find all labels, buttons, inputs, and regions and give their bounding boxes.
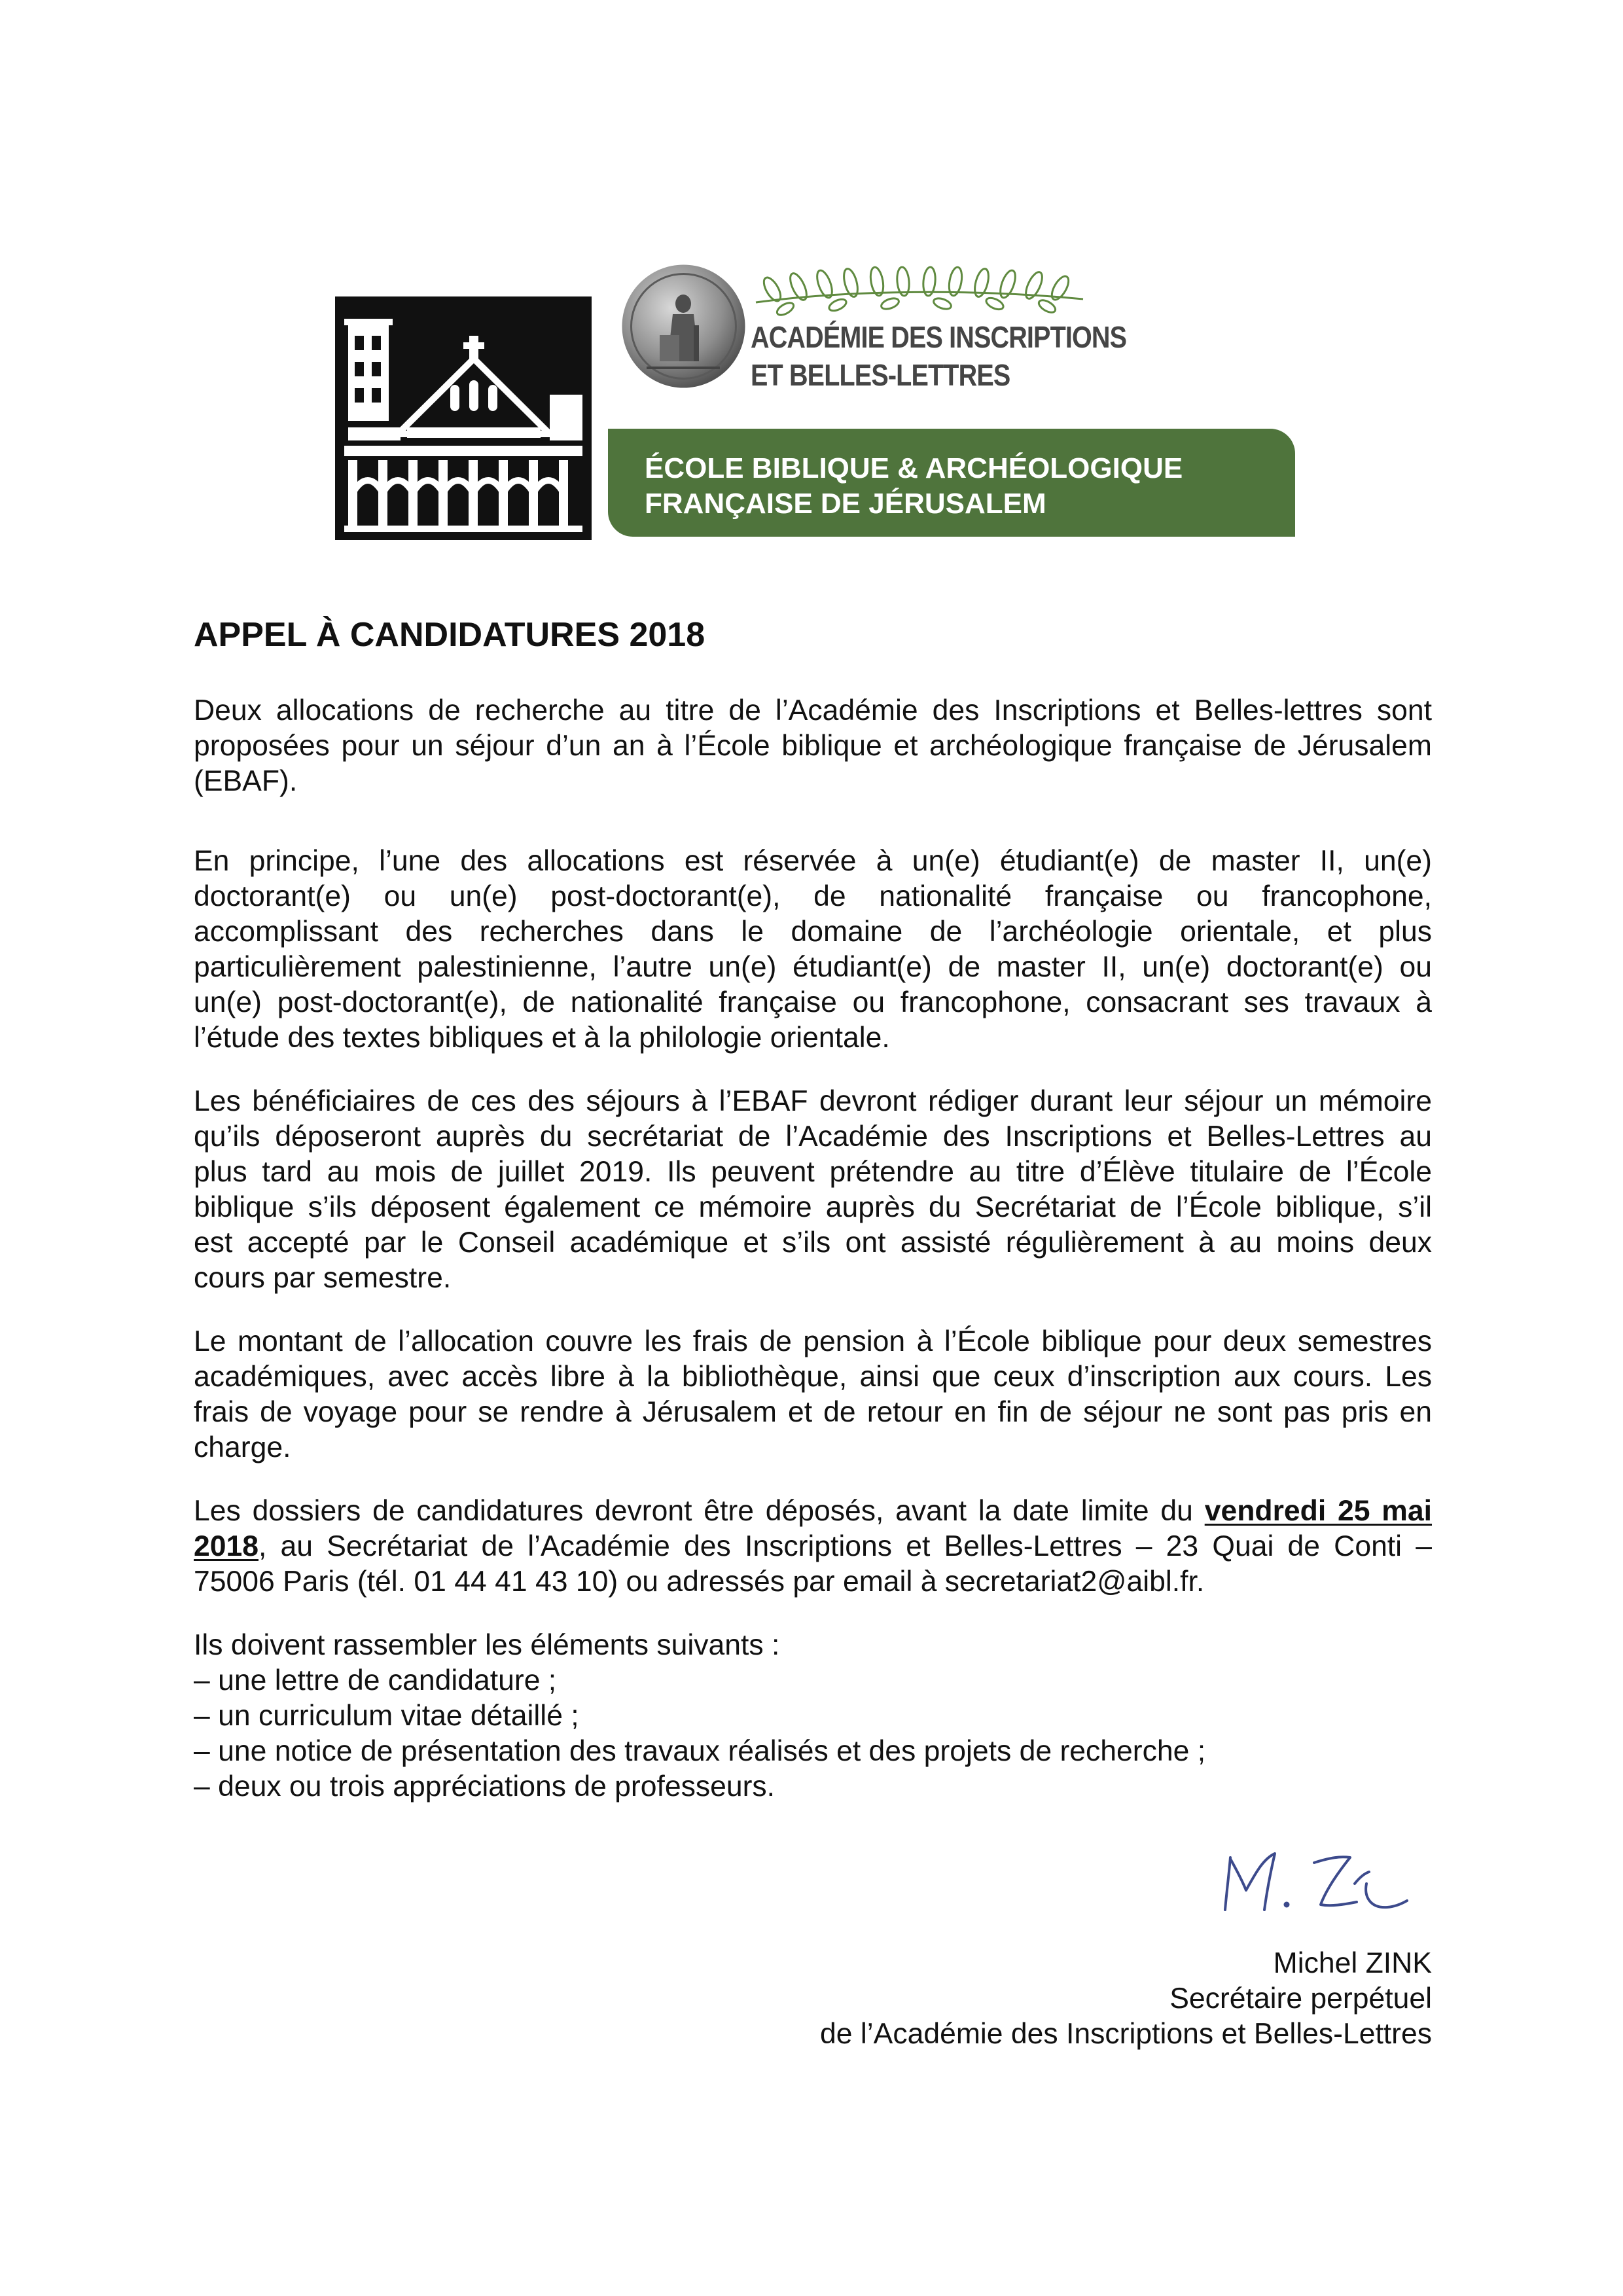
school-banner bbox=[608, 429, 1295, 537]
deadline-intro-text: Les dossiers de candidatures devront être déposés, avant la date limite du bbox=[194, 1495, 1205, 1527]
paragraph-5-line bbox=[194, 1529, 1432, 1564]
paragraph-4-line: académiques, avec accès libre à la bibliothèque, ainsi que ceux d’inscription aux cours. Les bbox=[194, 1361, 1432, 1393]
academy-logo-line-1: ACADÉMIE DES INSCRIPTIONS bbox=[751, 320, 1127, 354]
paragraph-2-line: En principe, l’une des allocations est réservée à un(e) étudiant(e) de master II, un(e) bbox=[194, 845, 1432, 877]
list-item: – une notice de présentation des travaux réalisés et des projets de recherche ; bbox=[194, 1735, 1206, 1767]
paragraph-5-line: 75006 Paris (tél. 01 44 41 43 10) ou adressés par email à secretariat2@aibl.fr. bbox=[194, 1566, 1205, 1598]
laurel-branch-icon bbox=[753, 263, 1086, 317]
paragraph-4-line: frais de voyage pour se rendre à Jérusalem et de retour en fin de séjour ne sont pas pris en bbox=[194, 1396, 1432, 1428]
paragraph-2-line: accomplissant des recherches dans le domaine de l’archéologie orientale, et plus bbox=[194, 916, 1432, 948]
academy-logo-line-2: ET BELLES-LETTRES bbox=[751, 358, 1010, 392]
paragraph-4-line: Le montant de l’allocation couvre les frais de pension à l’École biblique pour deux semestres bbox=[194, 1325, 1432, 1357]
paragraph-1-line: Deux allocations de recherche au titre de l’Académie des Inscriptions et Belles-lettres sont bbox=[194, 694, 1432, 726]
paragraph-1-line: proposées pour un séjour d’un an à l’École biblique et archéologique française de Jérusalem bbox=[194, 730, 1432, 762]
paragraph-3-line: plus tard au mois de juillet 2019. Ils peuvent prétendre au titre d’Élève titulaire de l’École bbox=[194, 1156, 1432, 1188]
deadline-date: vendredi 25 mai bbox=[1204, 1495, 1432, 1527]
paragraph-4-line: charge. bbox=[194, 1431, 291, 1463]
deadline-year: 2018 bbox=[194, 1530, 259, 1562]
deadline-address-text: , au Secrétariat de l’Académie des Inscriptions et Belles-Lettres – 23 Quai de Conti – bbox=[259, 1530, 1432, 1562]
ebaf-building-logo bbox=[335, 296, 592, 540]
school-banner-line-1: ÉCOLE BIBLIQUE & ARCHÉOLOGIQUE bbox=[645, 452, 1183, 484]
paragraph-2-line: l’étude des textes bibliques et à la philologie orientale. bbox=[194, 1022, 890, 1054]
list-intro: Ils doivent rassembler les éléments suivants : bbox=[194, 1629, 780, 1661]
paragraph-2-line: particulièrement palestinienne, l’autre un(e) étudiant(e) de master II, un(e) doctorant(e) ou bbox=[194, 951, 1432, 983]
paragraph-3-line: biblique s’ils déposent également ce mémoire auprès du Secrétariat de l’École biblique, s’il bbox=[194, 1191, 1432, 1223]
document-title: APPEL À CANDIDATURES 2018 bbox=[194, 616, 705, 654]
list-item: – une lettre de candidature ; bbox=[194, 1664, 557, 1696]
paragraph-2-line: doctorant(e) ou un(e) post-doctorant(e), de nationalité française ou francophone, bbox=[194, 880, 1432, 912]
academy-logo-text bbox=[751, 318, 1126, 394]
handwritten-signature bbox=[1216, 1844, 1412, 1923]
paragraph-3-line: est accepté par le Conseil académique et s’ils ont assisté régulièrement à au moins deux bbox=[194, 1227, 1432, 1259]
paragraph-3-line: qu’ils déposeront auprès du secrétariat de l’Académie des Inscriptions et Belles-Lettres au bbox=[194, 1121, 1432, 1153]
signatory-role: Secrétaire perpétuel bbox=[1169, 1982, 1432, 2015]
paragraph-2-line: un(e) post-doctorant(e), de nationalité française ou francophone, consacrant ses travaux à bbox=[194, 986, 1432, 1018]
academy-medal-icon bbox=[620, 263, 747, 389]
signatory-name: Michel ZINK bbox=[1273, 1947, 1432, 1979]
paragraph-3-line: Les bénéficiaires de ces des séjours à l’EBAF devront rédiger durant leur séjour un mémoire bbox=[194, 1085, 1432, 1117]
list-item: – deux ou trois appréciations de professeurs. bbox=[194, 1770, 776, 1803]
signatory-institution: de l’Académie des Inscriptions et Belles-Lettres bbox=[820, 2018, 1432, 2050]
paragraph-3-line: cours par semestre. bbox=[194, 1262, 452, 1294]
school-banner-line-2: FRANÇAISE DE JÉRUSALEM bbox=[645, 488, 1046, 520]
paragraph-5-line bbox=[194, 1494, 1432, 1529]
paragraph-1-line: (EBAF). bbox=[194, 765, 298, 797]
list-item: – un curriculum vitae détaillé ; bbox=[194, 1700, 579, 1732]
